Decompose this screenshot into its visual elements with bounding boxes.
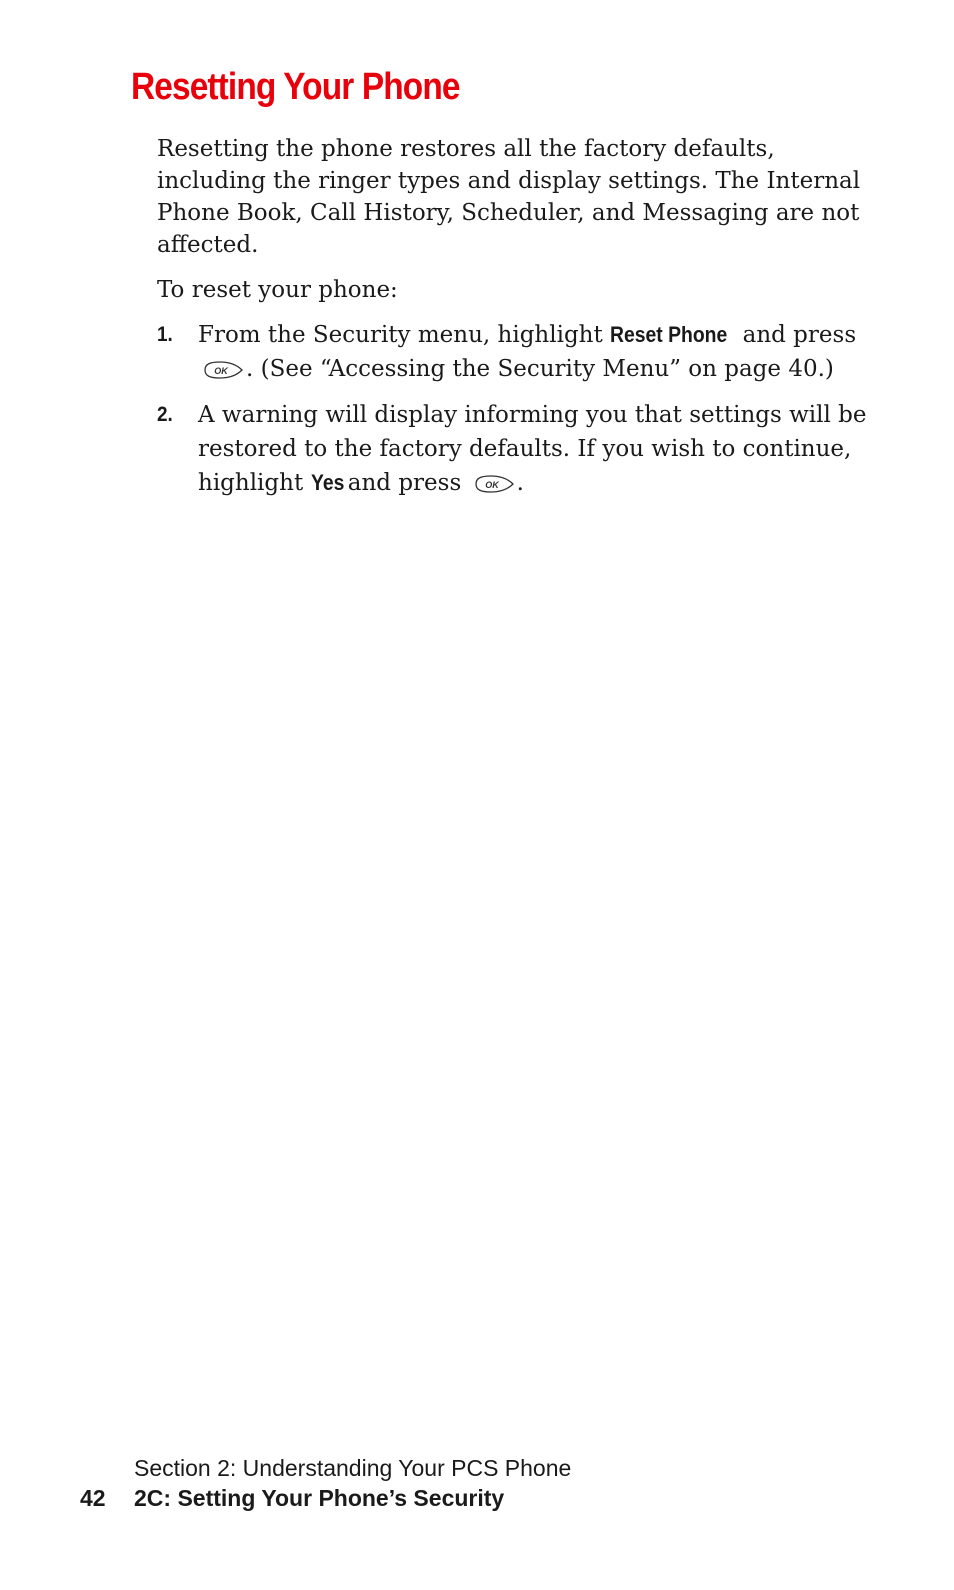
- step-item: [157, 398, 877, 500]
- step-text: .: [516, 470, 524, 496]
- svg-text:OK: OK: [484, 480, 499, 490]
- ui-term-yes: Yes: [310, 470, 344, 495]
- svg-text:OK: OK: [214, 366, 228, 376]
- step-text: and press: [340, 470, 469, 496]
- page-title: Resetting Your Phone: [131, 66, 460, 108]
- ui-term-reset-phone: Reset Phone: [610, 322, 728, 347]
- steps-list: [157, 318, 877, 500]
- page-number: 42: [80, 1485, 106, 1511]
- page-content: [157, 133, 877, 512]
- step-text: A warning will display informing you that settings will be restored to the factory defaults. If you wish to continue, highlight: [198, 402, 867, 496]
- step-number: 2.: [157, 403, 173, 426]
- footer-chapter-title: 2C: Setting Your Phone’s Security: [134, 1485, 505, 1511]
- step-text: . (See “Accessing the Security Menu” on page 40.): [246, 356, 834, 382]
- ok-key-icon: [200, 360, 244, 380]
- step-text: and press: [735, 322, 857, 348]
- intro-paragraph: Resetting the phone restores all the factory defaults, including the ringer types and display settings. The Internal Phone Book, Call History, Scheduler, and Messaging are not affected.: [157, 136, 861, 258]
- footer-section-title: Section 2: Understanding Your PCS Phone: [134, 1455, 572, 1481]
- step-number: 1.: [157, 323, 173, 346]
- step-text: From the Security menu, highlight: [198, 322, 611, 348]
- ok-key-icon: [471, 474, 515, 494]
- lead-paragraph: To reset your phone:: [157, 277, 398, 303]
- step-item: [157, 318, 877, 386]
